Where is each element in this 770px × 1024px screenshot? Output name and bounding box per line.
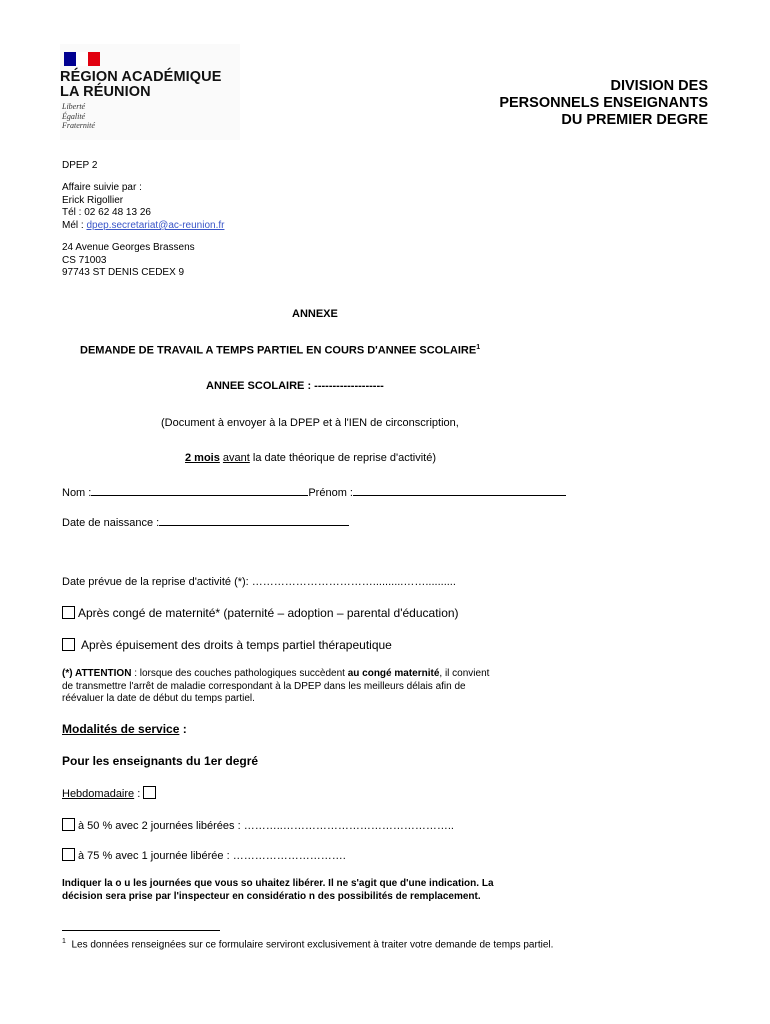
option-therapeutique-label: Après épuisement des droits à temps partiel thérapeutique [81,638,392,652]
hebdo-colon: : [134,788,141,800]
prenom-label: Prénom : [308,487,353,499]
address-block [62,242,195,280]
division-line3: DU PREMIER DEGRE [561,112,708,128]
address-line2: CS 71003 [62,254,107,266]
instruction-line1: (Document à envoyer à la DPEP et à l'IEN de circonscription, [161,417,459,429]
division-heading [499,78,708,129]
nom-prenom-row [62,486,566,499]
option-therapeutique [62,638,392,652]
logo-title-line1: RÉGION ACADÉMIQUE [60,69,222,85]
division-line2: PERSONNELS ENSEIGNANTS [499,95,708,111]
academy-logo [60,44,240,140]
email-link[interactable]: dpep.secretariat@ac-reunion.fr [86,219,225,231]
option-maternite [62,606,459,620]
indication-line1: Indiquer la o u les journées que vous so uhaitez libérer. Il ne s'agit que d'une indication. La [62,878,494,889]
attention-label: (*) ATTENTION [62,668,132,679]
modalites-subheading: Pour les enseignants du 1er degré [62,754,259,768]
attention-line2: de transmettre l'arrêt de maladie correspondant à la DPEP dans les meilleurs délais afin de [62,680,466,692]
hebdo-label: Hebdomadaire [62,788,135,800]
modalites-heading-text: Modalités de service [62,722,180,736]
attention-note [62,668,682,706]
attention-bold: au congé maternité [347,668,440,679]
modalites-heading [62,722,187,736]
naissance-label: Date de naissance : [62,517,160,529]
attention-line1 [62,668,682,681]
option-maternite-label: Après congé de maternité* (paternité – adoption – parental d'éducation) [78,606,459,620]
contact-name: Erick Rigollier [62,194,124,206]
option-75-checkbox[interactable] [62,848,75,861]
reprise-date-field[interactable]: Date prévue de la reprise d'activité (*): ……………………………..........…….......... [62,576,456,588]
avant-underlined: avant [222,452,250,464]
contact-mel [62,220,224,233]
option-75 [62,848,346,862]
demande-title [80,344,480,357]
mel-label: Mél : [62,219,87,231]
attention-text2: , il convient [439,668,490,679]
logo-title-line2: LA RÉUNION [60,84,151,100]
hebdo-checkbox[interactable] [143,786,156,799]
followed-by-label: Affaire suivie par : [62,182,142,193]
nom-label: Nom : [62,487,92,499]
hebdo-row [62,786,159,800]
french-flag-icon [64,52,100,66]
logo-title [60,70,221,100]
address-line1: 24 Avenue Georges Brassens [62,242,195,253]
naissance-field[interactable] [159,516,349,526]
motto-fraternite: Fraternité [62,121,95,130]
therapeutique-checkbox[interactable] [62,638,75,651]
option-50-checkbox[interactable] [62,818,75,831]
demande-title-text: DEMANDE DE TRAVAIL A TEMPS PARTIEL EN COURS D'ANNEE SCOLAIRE [80,344,477,357]
division-line1: DIVISION DES [610,78,708,94]
republic-motto [62,102,95,131]
contact-tel: Tél : 02 62 48 13 26 [62,207,151,219]
option-75-label: à 75 % avec 1 journée libérée : …………………………. [78,850,346,862]
footnote-text: Les données renseignées sur ce formulaire serviront exclusivement à traiter votre demande de temps partiel. [71,939,554,951]
annexe-title: ANNEXE [292,308,338,320]
delay-bold: 2 mois [185,452,220,464]
annee-scolaire: ANNEE SCOLAIRE : ------------------- [206,380,384,392]
naissance-row [62,516,349,529]
contact-block [62,182,224,232]
indication-note [62,878,494,903]
indication-line2: décision sera prise par l'inspecteur en considératio n des possibilités de remplacement. [62,890,481,902]
modalites-colon: : [179,722,187,736]
instruction-line2 [185,452,436,464]
attention-text1: : lorsque des couches pathologiques succèdent [131,668,348,679]
footnote [62,938,553,950]
address-line3: 97743 ST DENIS CEDEX 9 [62,267,185,279]
service-code: DPEP 2 [62,160,98,171]
prenom-field[interactable] [353,486,566,496]
option-50-label: à 50 % avec 2 journées libérées : ………..……………………………………….. [78,820,454,832]
motto-liberte: Liberté [62,102,86,111]
maternite-checkbox[interactable] [62,606,75,619]
motto-egalite: Égalité [62,111,86,121]
footnote-ref: 1 [476,344,481,351]
footnote-divider [62,930,220,931]
attention-line3: réévaluer la date de début du temps partiel. [62,693,255,705]
option-50 [62,818,454,832]
nom-field[interactable] [91,486,308,496]
instruction-rest: la date théorique de reprise d'activité) [249,452,436,464]
footnote-number: 1 [62,938,66,945]
